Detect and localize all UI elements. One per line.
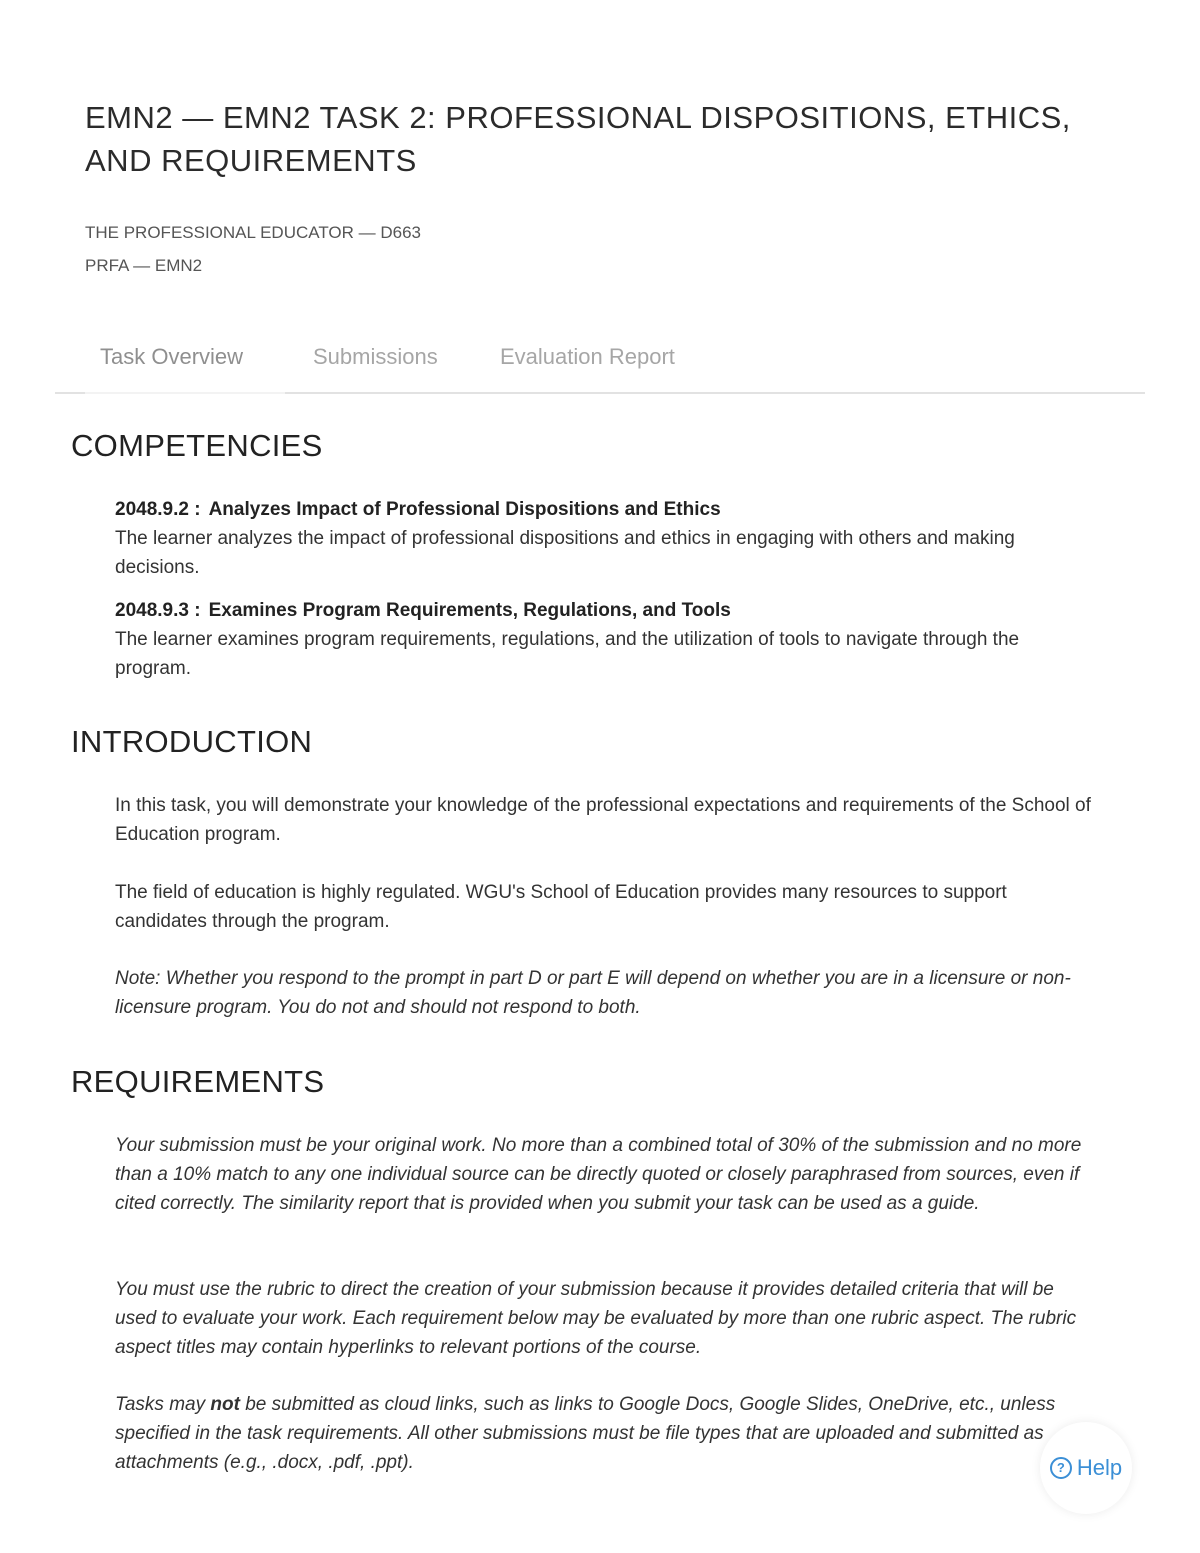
competency-name: Examines Program Requirements, Regulations, and Tools xyxy=(208,600,731,621)
competency-item xyxy=(115,596,1095,683)
tab-submissions[interactable]: Submissions xyxy=(313,344,438,369)
task-tabs xyxy=(55,330,1145,394)
page-title: EMN2 — EMN2 TASK 2: PROFESSIONAL DISPOSITIONS, ETHICS, AND REQUIREMENTS xyxy=(85,100,1071,178)
task-meta xyxy=(85,216,421,282)
tab-evaluation-report[interactable]: Evaluation Report xyxy=(500,344,675,369)
cloud-links-text xyxy=(115,1390,1095,1477)
intro-note xyxy=(115,964,1095,1022)
competency-title xyxy=(115,495,1095,524)
intro-paragraph xyxy=(115,878,1095,936)
cloud-text-start: Tasks may xyxy=(115,1394,211,1415)
introduction-heading: INTRODUCTION xyxy=(71,724,313,759)
intro-paragraph xyxy=(115,791,1095,849)
help-button[interactable] xyxy=(1040,1422,1132,1514)
competency-name: Analyzes Impact of Professional Dispositions and Ethics xyxy=(208,499,721,520)
requirement-text: Your submission must be your original work. No more than a combined total of 30% of the submission and no more than a 10% match to any one individual source can be directly quoted or closely paraphrased from sources, even if cited correctly. The similarity report that is provided when you submit your task can be used as a guide. xyxy=(115,1135,1082,1214)
competency-code: 2048.9.2 : xyxy=(115,499,201,520)
intro-note-text: Note: Whether you respond to the prompt in part D or part E will depend on whether you are in a licensure or non-licensure program. You do not and should not respond to both. xyxy=(115,968,1071,1018)
course-name: THE PROFESSIONAL EDUCATOR — D663 xyxy=(85,223,421,242)
requirement-paragraph xyxy=(115,1275,1095,1362)
competencies-heading: COMPETENCIES xyxy=(71,428,323,463)
intro-text: The field of education is highly regulated. WGU's School of Education provides many resources to support candidates through the program. xyxy=(115,882,1007,932)
cloud-text-end: be submitted as cloud links, such as links to Google Docs, Google Slides, OneDrive, etc., unless specified in the task requirements. All other submissions must be file types that are uploaded and submitted as attachments (e.g., .docx, .pdf, .ppt). xyxy=(115,1394,1056,1473)
assessment-code: PRFA — EMN2 xyxy=(85,256,203,275)
help-icon: ? xyxy=(1050,1457,1072,1479)
requirement-paragraph xyxy=(115,1390,1095,1477)
intro-text: In this task, you will demonstrate your knowledge of the professional expectations and requirements of the School of Education program. xyxy=(115,795,1091,845)
competency-description: The learner examines program requirements, regulations, and the utilization of tools to navigate through the program. xyxy=(115,629,1020,679)
cloud-text-emphasis: not xyxy=(210,1394,240,1415)
competency-title xyxy=(115,596,1095,625)
requirement-paragraph xyxy=(115,1131,1095,1218)
competency-description: The learner analyzes the impact of professional dispositions and ethics in engaging with others and making decisions. xyxy=(115,528,1015,578)
requirement-text: You must use the rubric to direct the creation of your submission because it provides detailed criteria that will be used to evaluate your work. Each requirement below may be evaluated by more than one rubric aspect. The rubric aspect titles may contain hyperlinks to relevant portions of the course. xyxy=(115,1279,1077,1358)
competency-code: 2048.9.3 : xyxy=(115,600,201,621)
requirements-heading: REQUIREMENTS xyxy=(71,1064,325,1099)
help-label: Help xyxy=(1076,1455,1123,1480)
competency-item xyxy=(115,495,1095,582)
tab-task-overview[interactable]: Task Overview xyxy=(85,330,285,394)
